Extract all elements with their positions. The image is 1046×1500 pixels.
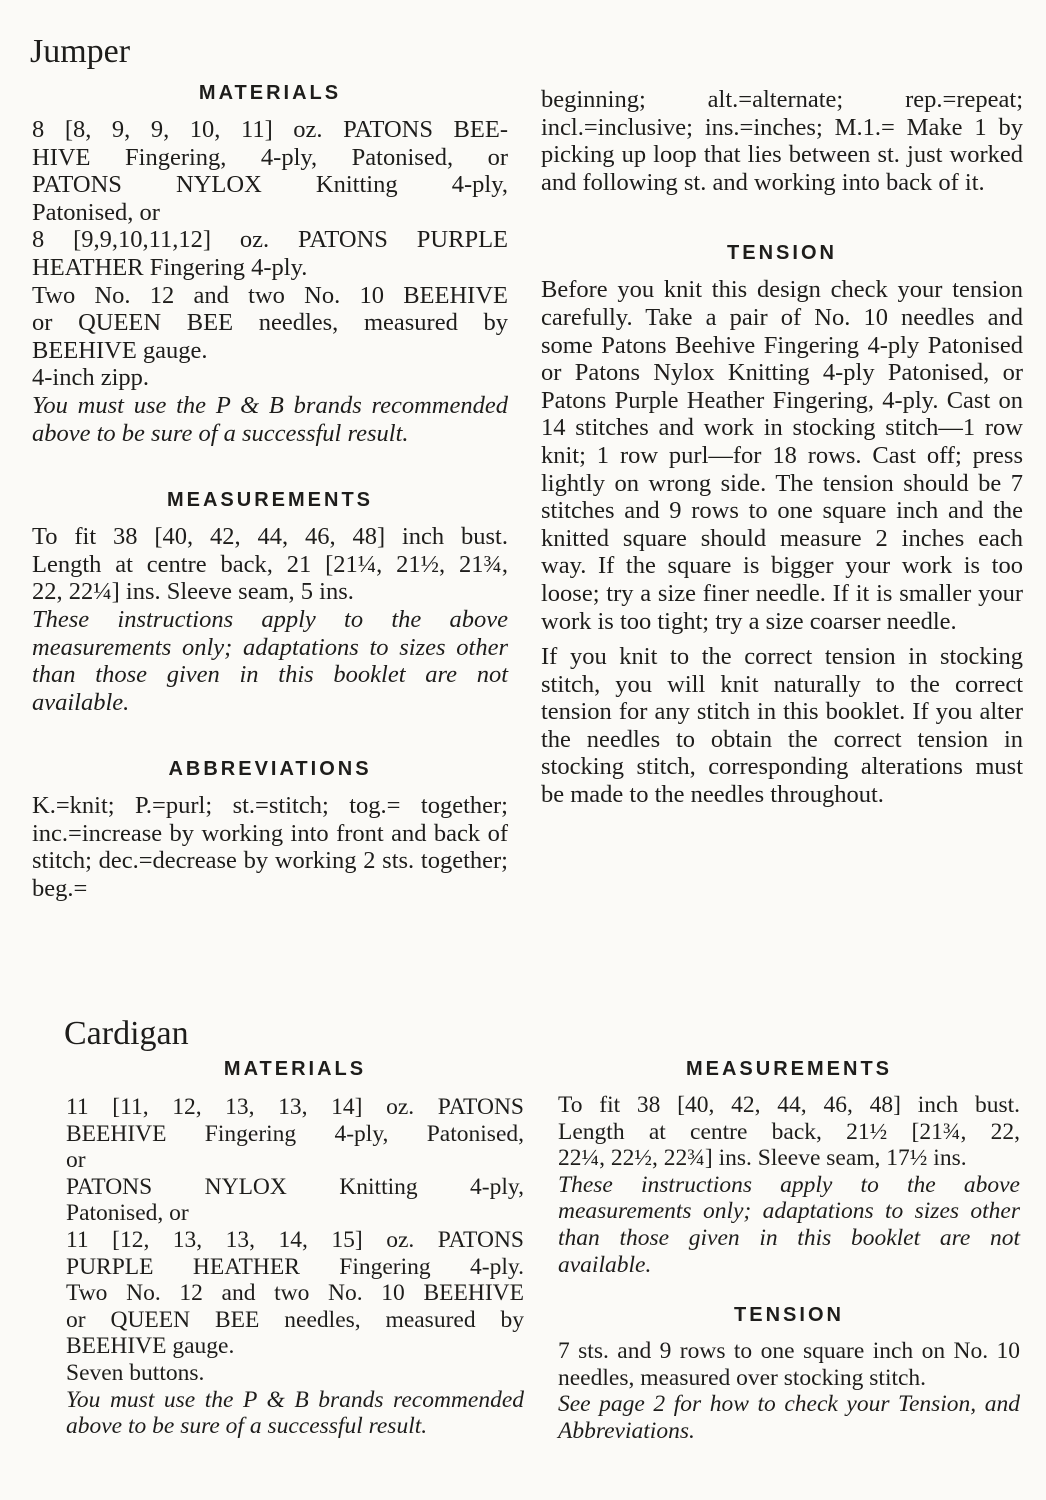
cardigan-materials-text xyxy=(66,1094,524,1387)
jumper-measurements-line: To fit 38 [40, 42, 44, 46, 48] inch bust. xyxy=(32,523,508,551)
jumper-materials-line: PATONS NYLOX Knitting 4-ply, xyxy=(32,171,508,199)
jumper-materials-line: Two No. 12 and two No. 10 BEEHIVE xyxy=(32,281,508,309)
jumper-materials-line: 8 [9,9,10,11,12] oz. PATONS PURPLE xyxy=(32,226,508,254)
cardigan-materials-line: 11 [11, 12, 13, 13, 14] oz. PATONS xyxy=(66,1094,524,1120)
jumper-left-column xyxy=(32,80,508,903)
cardigan-materials-line: PURPLE HEATHER Fingering 4-ply. xyxy=(66,1253,524,1280)
cardigan-measurements-heading: MEASUREMENTS xyxy=(685,1058,892,1080)
cardigan-tension-text: 7 sts. and 9 rows to one square inch on No. 10 needles, measured over stocking stitch. xyxy=(558,1338,1020,1391)
cardigan-materials-line: 11 [12, 13, 13, 14, 15] oz. PATONS xyxy=(66,1226,524,1253)
cardigan-measurements-line: 22¼, 22½, 22¾] ins. Sleeve seam, 17½ ins. xyxy=(558,1145,967,1172)
jumper-materials-heading: MATERIALS xyxy=(198,82,342,104)
jumper-materials-text xyxy=(32,116,508,392)
cardigan-measurements-note: These instructions apply to the above measurements only; adaptations to sizes other than those given in this booklet are not available. xyxy=(558,1171,1020,1278)
jumper-materials-line: BEEHIVE gauge. xyxy=(32,336,208,364)
jumper-materials-line: 4-inch zipp. xyxy=(32,364,150,392)
jumper-materials-line: or QUEEN BEE needles, measured by xyxy=(32,309,508,337)
jumper-measurements-line: Length at centre back, 21 [21¼, 21½, 21¾, xyxy=(32,550,508,578)
jumper-materials-line: HIVE Fingering, 4-ply, Patonised, or xyxy=(32,143,508,171)
jumper-title: Jumper xyxy=(30,33,131,70)
cardigan-title: Cardigan xyxy=(64,1015,189,1052)
jumper-right-column xyxy=(541,86,1023,809)
cardigan-materials-line: PATONS NYLOX Knitting 4-ply, xyxy=(66,1173,524,1200)
jumper-abbreviations-continued: beginning; alt.=alternate; rep.=repeat; incl.=inclusive; ins.=inches; M.1.= Make 1 by picking up loop that lies between st. just worked and following st. and working into back of it. xyxy=(541,86,1023,196)
jumper-measurements-text xyxy=(32,523,508,606)
jumper-tension-paragraph-2: If you knit to the correct tension in stocking stitch, you will knit naturally to the correct tension for any stitch in this booklet. If you alter the needles to obtain the correct tension in stocking stitch, corresponding alterations must be made to the needles throughout. xyxy=(541,643,1023,809)
cardigan-materials-line: Two No. 12 and two No. 10 BEEHIVE xyxy=(66,1280,524,1307)
cardigan-materials-note: You must use the P & B brands recommended above to be sure of a successful result. xyxy=(66,1386,524,1440)
cardigan-right-column xyxy=(558,1056,1020,1445)
cardigan-materials-line: BEEHIVE Fingering 4-ply, Patonised, xyxy=(66,1120,524,1147)
cardigan-materials-line: Patonised, or xyxy=(66,1200,189,1227)
jumper-materials-line: Patonised, or xyxy=(32,198,160,226)
cardigan-measurements-text xyxy=(558,1092,1020,1172)
cardigan-materials-heading: MATERIALS xyxy=(223,1058,367,1080)
jumper-materials-note: You must use the P & B brands recommended above to be sure of a successful result. xyxy=(32,391,508,447)
jumper-measurements-heading: MEASUREMENTS xyxy=(166,489,373,512)
cardigan-materials-line: BEEHIVE gauge. xyxy=(66,1333,235,1360)
cardigan-materials-line: or xyxy=(66,1147,86,1174)
cardigan-materials-line: or QUEEN BEE needles, measured by xyxy=(66,1306,524,1333)
cardigan-measurements-line: Length at centre back, 21½ [21¾, 22, xyxy=(558,1118,1020,1145)
cardigan-materials-line: Seven buttons. xyxy=(66,1359,205,1386)
cardigan-tension-note: See page 2 for how to check your Tension, and Abbreviations. xyxy=(558,1391,1020,1444)
cardigan-left-column xyxy=(66,1056,524,1440)
jumper-measurements-line: 22, 22¼] ins. Sleeve seam, 5 ins. xyxy=(32,578,354,606)
jumper-materials-line: HEATHER Fingering 4-ply. xyxy=(32,253,308,281)
jumper-tension-heading: TENSION xyxy=(727,242,837,265)
jumper-measurements-note: These instructions apply to the above measurements only; adaptations to sizes other than those given in this booklet are not available. xyxy=(32,605,508,716)
cardigan-measurements-line: To fit 38 [40, 42, 44, 46, 48] inch bust. xyxy=(558,1092,1020,1118)
jumper-tension-paragraph-1: Before you knit this design check your tension carefully. Take a pair of No. 10 needles and some Patons Beehive Fingering 4-ply Patonised or Patons Nylox Knitting 4-ply Patonised, or Patons Purple Heather Fingering, 4-ply. Cast on 14 stitches and work in stocking stitch—1 row knit; 1 row purl—for 18 rows. Cast off; press lightly on wrong side. The tension should be 7 stitches and 9 rows to one square inch and the knitted square should measure 2 inches each way. If the square is bigger your work is too loose; try a size finer needle. If it is smaller your work is too tight; try a size coarser needle. xyxy=(541,276,1023,635)
jumper-abbreviations-text: K.=knit; P.=purl; st.=stitch; tog.= together; inc.=increase by working into front and back of stitch; dec.=decrease by working 2 sts. together; beg.= xyxy=(32,792,508,903)
cardigan-tension-heading: TENSION xyxy=(734,1304,844,1327)
jumper-abbreviations-heading: ABBREVIATIONS xyxy=(168,758,372,781)
jumper-materials-line: 8 [8, 9, 9, 10, 11] oz. PATONS BEE- xyxy=(32,116,508,143)
